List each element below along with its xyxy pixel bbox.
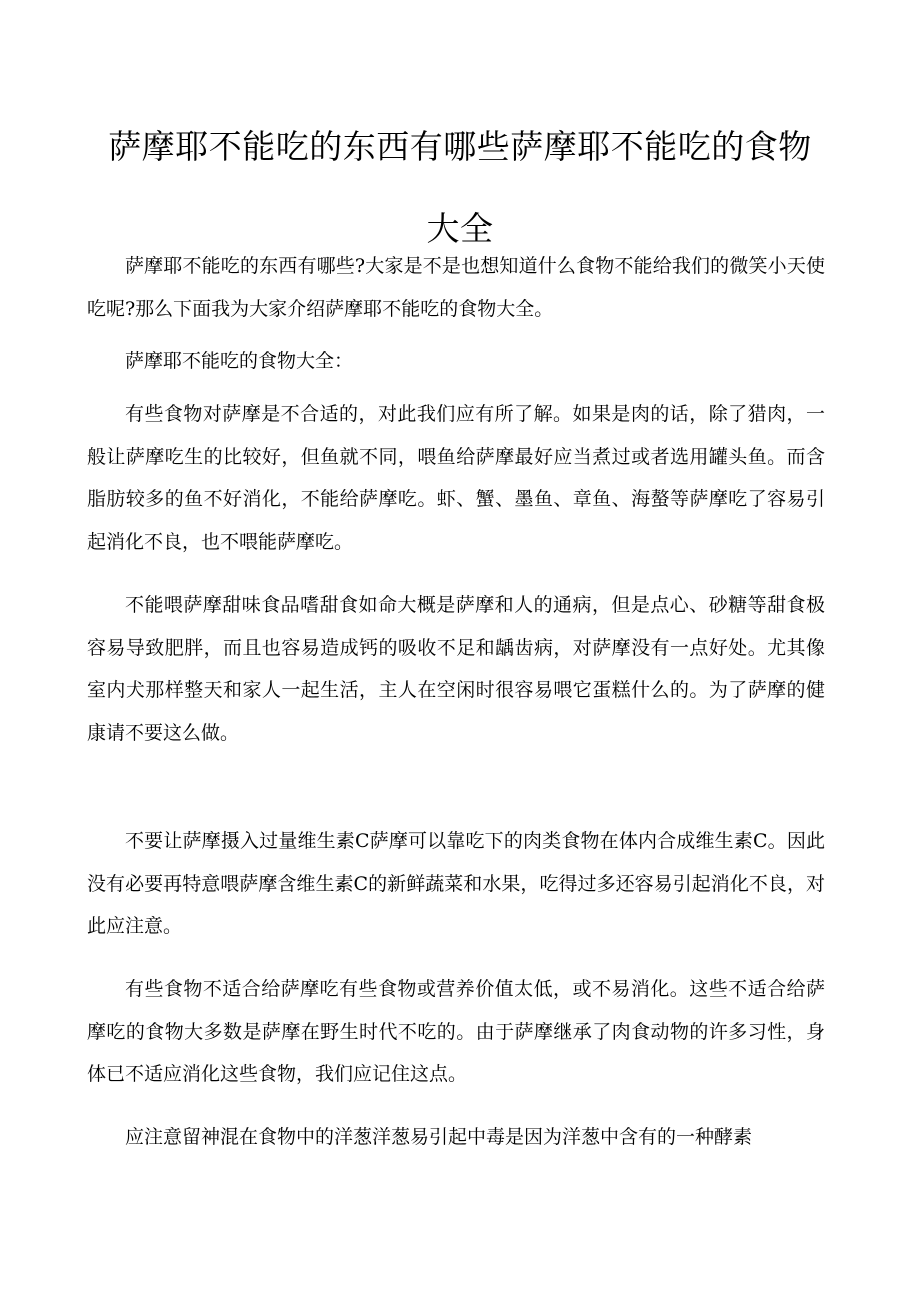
paragraph-onion-warning: 应注意留神混在食物中的洋葱洋葱易引起中毒是因为洋葱中含有的一种酵素 [125, 1126, 753, 1148]
paragraph-intro: 萨摩耶不能吃的东西有哪些?大家是不是也想知道什么食物不能给我们的微笑小天使吃呢?那么下面我为大家介绍萨摩耶不能吃的食物大全。 [87, 255, 825, 320]
paragraph-no-sweets: 不能喂萨摩甜味食品嗜甜食如命大概是萨摩和人的通病，但是点心、砂糖等甜食极容易导致肥胖，而且也容易造成钙的吸收不足和龋齿病，对萨摩没有一点好处。尤其像室内犬那样整天和家人一起生活，主人在空闲时很容易喂它蛋糕什么的。为了萨摩的健康请不要这么做。 [87, 594, 825, 744]
paragraph-unsuitable-meat-fish: 有些食物对萨摩是不合适的，对此我们应有所了解。如果是肉的话，除了猎肉，一般让萨摩吃生的比较好，但鱼就不同，喂鱼给萨摩最好应当煮过或者选用罐头鱼。而含脂肪较多的鱼不好消化，不能给萨摩吃。虾、蟹、墨鱼、章鱼、海螯等萨摩吃了容易引起消化不良，也不喂能萨摩吃。 [87, 403, 825, 553]
paragraph-vitamin-c: 不要让萨摩摄入过量维生素C萨摩可以靠吃下的肉类食物在体内合成维生素C。因此没有必要再特意喂萨摩含维生素C的新鲜蔬菜和水果，吃得过多还容易引起消化不良，对此应注意。 [87, 830, 825, 937]
document-title: 萨摩耶不能吃的东西有哪些萨摩耶不能吃的食物大全 [108, 127, 812, 248]
paragraph-unsuitable-foods: 有些食物不适合给萨摩吃有些食物或营养价值太低，或不易消化。这些不适合给萨摩吃的食物大多数是萨摩在野生时代不吃的。由于萨摩继承了肉食动物的许多习性，身体已不适应消化这些食物，我们应记住这点。 [87, 978, 825, 1085]
paragraph-section-heading: 萨摩耶不能吃的食物大全： [125, 350, 354, 372]
